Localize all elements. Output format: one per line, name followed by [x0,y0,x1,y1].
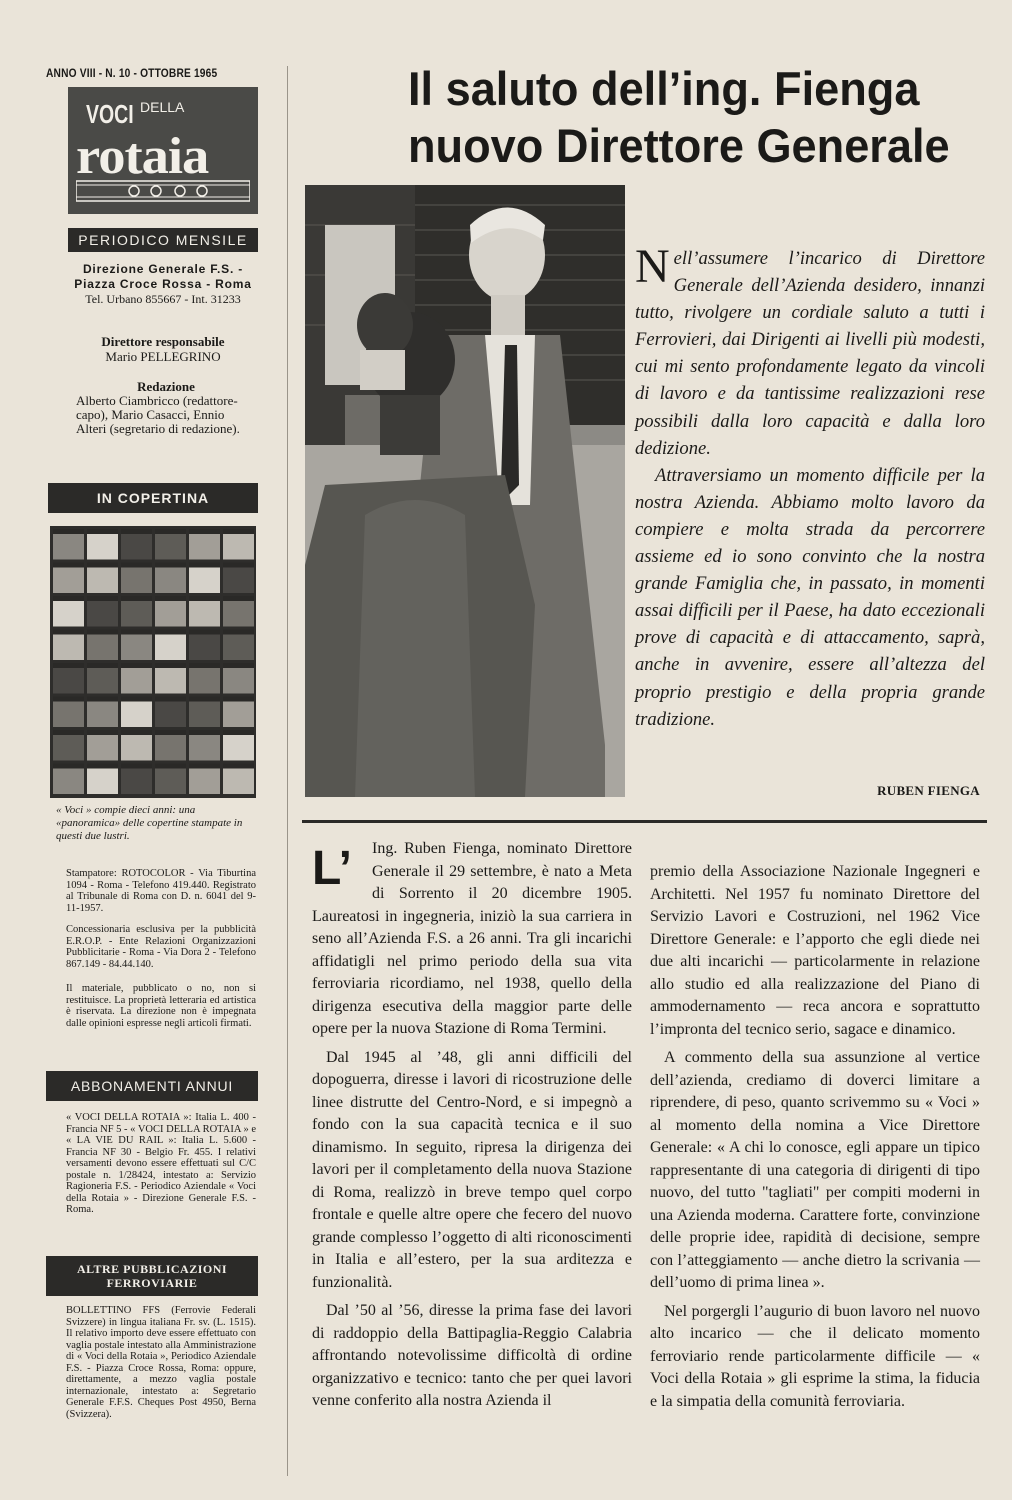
stampatore-text: Stampatore: ROTOCOLOR - Via Tiburtina 1094 - Roma - Telefono 419.440. Registrato al Tribunale di Roma con D. n. 6041 del 9-11-1957. [66,868,256,914]
address-line-2: Piazza Croce Rossa - Roma [74,277,252,291]
cover-thumbnail-band [223,563,254,568]
article-column-1 [312,838,632,1419]
cover-thumbnail-band [87,697,118,702]
cover-thumbnail-band [155,697,186,702]
redazione-label: Redazione [137,379,195,394]
phone-line: Tel. Urbano 855667 - Int. 31233 [85,292,241,306]
cover-thumbnail-band [223,697,254,702]
article-paragraph-3: Dal ’50 al ’56, diresse la prima fase dei lavori di raddoppio della Battipaglia-Reggio Calabria affrontando notevolissime difficoltà di ordine organizzativo e tecnico: tanto che per quei lavori venne conferito alla nostra Azienda il [312,1302,632,1409]
article-column-2 [650,861,980,1419]
abbonamenti-band: ABBONAMENTI ANNUI [46,1071,258,1101]
cover-thumbnail-band [223,529,254,534]
logo-rotaia: rotaia [76,128,209,185]
magazine-logo [68,87,258,214]
cover-thumbnail-band [189,663,220,668]
cover-thumbnail-band [189,596,220,601]
cover-thumbnail-band [53,630,84,635]
address-block [68,262,258,307]
cover-thumbnail-band [223,764,254,769]
cover-thumbnail-band [121,596,152,601]
article-paragraph-2: Dal 1945 al ’48, gli anni difficili del dopoguerra, diresse i lavori di ricostruzione delle linee distrutte del Centro-Nord, e si impegnò a fondo con la sua capacità tecnica e il suo dinamismo. In seguito, ripresa la dirigenza dei lavori per il completamento della nuova Stazione di Roma, realizzò in breve tempo quel corpo frontale e quelle altre opere che fecero del nuovo grande complesso l’oggetto di alti riconoscimenti in Italia e all’estero, per la sua arditezza e funzionalità. [312,1048,632,1291]
article-paragraph-6: Nel porgergli l’augurio di buon lavoro nel nuovo alto incarico — che il delicato momento ferroviario rende particolarmente difficile — « Voci della Rotaia » gli esprime la stima, la fiducia e la simpatia della comunità ferroviaria. [650,1302,980,1410]
message-paragraph-2: Attraversiamo un momento difficile per la nostra Azienda. Abbiamo molto lavoro da compiere e molta strada da percorrere assieme ed io sono convinto che la nostra grande Famiglia che, in passato, in momenti assai difficili per il Paese, ha dato eccezionali prove di capacità e di attaccamento, saprà, anche in avvenire, essere all’altezza del proprio prestigio e della propria grande tradizione. [635,464,985,730]
periodico-band: PERIODICO MENSILE [68,228,258,252]
address-line-1: Direzione Generale F.S. - [82,262,244,276]
cover-thumbnail-band [155,764,186,769]
cover-thumbnail-band [121,563,152,568]
cover-caption: « Voci » compie dieci anni: una «panoramica» delle copertine stampate in questi due lustri. [56,804,243,842]
article-paragraph-4: premio della Associazione Nazionale Ingegneri e Architetti. Nel 1957 fu nominato Direttore del Servizio Lavori e Costruzioni, nel 1962 Vice Direttore Generale: e l’apporto che egli diede nei due alti incarichi — particolarmente in relazione allo studio ed alla realizzazione del Piano di ammodernamento — reca ancora e soprattutto l’impronta del tecnico serio, sagace e dinamico. [650,863,980,1038]
cover-thumbnail-band [189,563,220,568]
cover-thumbnail-band [121,697,152,702]
altre-title-1: ALTRE PUBBLICAZIONI [76,1262,228,1276]
cover-thumbnail-band [87,563,118,568]
cover-thumbnail-band [121,764,152,769]
cover-thumbnail-band [189,697,220,702]
page-title [408,60,984,174]
cover-thumbnail-band [121,630,152,635]
article-drop-cap: L’ [312,842,353,895]
altre-title-2: FERROVIARIE [106,1276,198,1290]
cover-thumbnail-band [87,529,118,534]
message-paragraph-1 [635,240,985,462]
redazione-block [76,380,256,436]
cover-thumbnail-band [121,663,152,668]
abbonamenti-text: « VOCI DELLA ROTAIA »: Italia L. 400 - Francia NF 5 - « VOCI DELLA ROTAIA » e « LA VIE DU RAIL »: Italia L. 5.600 - Francia NF 30 - Belgio Fr. 455. I relativi versamenti devono essere effettuati sul C/C postale n. 1/28424, intestato a: Servizio Ragioneria F.S. - Periodico Aziendale « Voci della Rotaia » - Direzione Generale F.S. - Roma. [66,1112,256,1215]
article-paragraph-1 [312,838,632,1041]
cover-thumbnail-band [87,663,118,668]
message-signature: RUBEN FIENGA [877,783,980,798]
logo-voci: VOCI [86,99,134,129]
direttore-label: Direttore responsabile [101,334,225,349]
cover-thumbnail-band [53,730,84,735]
direttore-block [68,334,258,364]
cover-thumbnail-band [53,663,84,668]
direttore-name: Mario PELLEGRINO [105,349,221,364]
cover-thumbnail-band [155,730,186,735]
cover-thumbnail-band [223,730,254,735]
cover-thumbnail-band [189,630,220,635]
cover-thumbnail-band [87,730,118,735]
cover-thumbnail-band [53,563,84,568]
column-divider [287,66,288,1476]
cover-thumbnail-band [87,596,118,601]
concessionaria-text: Concessionaria esclusiva per la pubblicità E.R.O.P. - Ente Relazioni Organizzazioni Pubblicitarie - Roma - Via Dora 2 - Telefono 867.149 - 84.44.140. [66,924,256,970]
copertina-band: IN COPERTINA [48,483,258,513]
section-rule [302,820,987,823]
cover-thumbnail-band [121,730,152,735]
issue-info: ANNO VIII - N. 10 - OTTOBRE 1965 [46,66,218,80]
article-p1-text: Ing. Ruben Fienga, nominato Direttore Generale il 29 settembre, è nato a Meta di Sorrento il 20 dicembre 1905. Laureatosi in ingegneria, iniziò la sua carriera in seno all’Azienda F.S. a 26 anni. Tra gli incarichi affidatigli nel primo periodo della sua vita ferroviaria ricordiamo, nel 1938, quello della dirigenza esecutiva della maggior parte delle opere per la nuova Stazione di Roma Termini. [312,840,632,1037]
article-paragraph-5: A commento della sua assunzione al vertice dell’azienda, crediamo di doverci limitare a riprendere, di peso, quanto scrivemmo su « Voci » al momento della nomina a Vice Direttore Generale: « A chi lo conosce, egli appare un tipico rappresentante di una categoria di dirigenti di tipo nuovo, del tutto "tagliati" per compiti moderni in una Azienda moderna. Carattere forte, convinzione delle proprie idee, rapidità di decisione, sempre con l’atteggiamento — anche dietro la scrivania — dell’uomo di prima linea ». [650,1049,980,1291]
cover-thumbnail-band [87,764,118,769]
title-line-1: Il saluto dell’ing. Fienga [408,62,920,115]
cover-thumbnail-band [155,630,186,635]
cover-thumbnail-band [155,563,186,568]
materiale-text: Il materiale, pubblicato o no, non si restituisce. La proprietà letteraria ed artistica è riservata. La direzione non è impegnata dalle opinioni espresse negli articoli firmati. [66,983,256,1029]
cover-thumbnail-band [87,630,118,635]
cover-thumbnail-band [155,596,186,601]
cover-thumbnail-band [223,596,254,601]
director-message [635,240,985,733]
cover-thumbnail-band [223,663,254,668]
cover-thumbnail-band [53,764,84,769]
cover-thumbnail-band [189,764,220,769]
logo-rail-icon [76,179,250,203]
cover-collage-image [50,526,256,798]
cover-thumbnail-band [53,697,84,702]
director-photo-image [305,185,625,797]
message-p1-text: ell’assumere l’incarico di Direttore Generale dell’Azienda desidero, innanzi tutto, rivolgere un cordiale saluto a tutti i Ferrovieri, dai Dirigenti ai livelli più modesti, cui mi sento profondamente legato da vincoli di lavoro e da tantissime realizzazioni rese possibili dalla loro capacità e dalla loro dedizione. [635,248,985,459]
cover-thumbnail-band [121,529,152,534]
altre-text: BOLLETTINO FFS (Ferrovie Federali Svizzere) in lingua italiana Fr. sv. (L. 1515). Il relativo importo deve essere effettuato con vaglia postale intestato alla Amministrazione di « Voci della Rotaia », Periodico Aziendale F.S. - Piazza Croce Rossa, Roma: oppure, direttamente, a mezzo vaglia postale internazionale, intestato a: Segretario Generale F.F.S. Cheques Post 4950, Berna (Svizzera). [66,1305,256,1420]
message-drop-cap: N [635,240,670,293]
logo-della: DELLA [140,99,185,115]
altre-pubblicazioni-band [46,1256,258,1296]
cover-thumbnail-band [155,529,186,534]
cover-thumbnail-band [189,730,220,735]
cover-thumbnail-band [53,596,84,601]
redazione-text: Alberto Ciambricco (redattore-capo), Mario Casacci, Ennio Alteri (segretario di redazione). [76,393,240,436]
cover-thumbnail-band [53,529,84,534]
cover-thumbnail-band [189,529,220,534]
title-line-2: nuovo Direttore Generale [408,119,950,172]
cover-thumbnail-band [223,630,254,635]
cover-thumbnail-band [155,663,186,668]
